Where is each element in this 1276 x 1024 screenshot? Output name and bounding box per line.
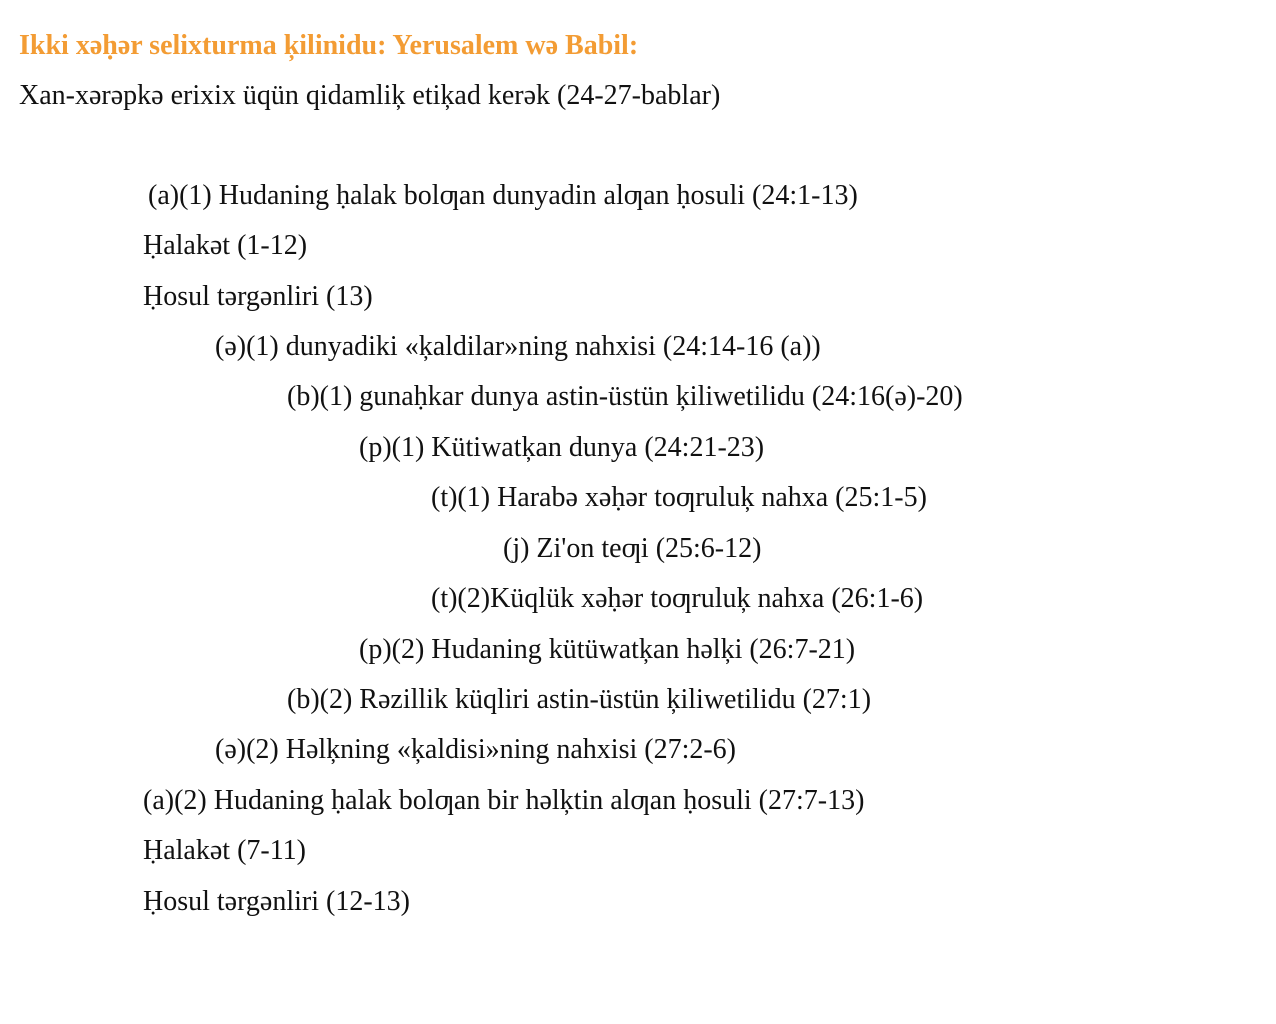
- outline-item-halakat-1: Ḥalakət (1-12): [143, 230, 308, 261]
- page-heading: Ikki xəḥər selixturma ķilinidu: Yerusalem wə Babil:: [19, 30, 639, 61]
- outline-item-a2: (a)(2) Hudaning ḥalak bolƣan bir həlķtin alƣan ḥosuli (27:7-13): [143, 785, 865, 816]
- outline-item-e1: (ə)(1) dunyadiki «ķaldilar»ning nahxisi (24:14-16 (a)): [215, 331, 821, 362]
- outline-item-b1: (b)(1) gunaḥkar dunya astin-üstün ķiliwetilidu (24:16(ə)-20): [287, 381, 963, 412]
- outline-item-e2: (ə)(2) Həlķning «ķaldisi»ning nahxisi (27:2-6): [215, 734, 737, 765]
- outline-item-hosul-1: Ḥosul tərgənliri (13): [143, 281, 373, 312]
- outline-item-p1: (p)(1) Kütiwatķan dunya (24:21-23): [359, 432, 765, 463]
- outline-item-p2: (p)(2) Hudaning kütüwatķan həlķi (26:7-21): [359, 634, 856, 665]
- outline-item-halakat-2: Ḥalakət (7-11): [143, 835, 306, 866]
- outline-item-a1: (a)(1) Hudaning ḥalak bolƣan dunyadin alƣan ḥosuli (24:1-13): [148, 180, 858, 211]
- outline-item-b2: (b)(2) Rəzillik küqliri astin-üstün ķiliwetilidu (27:1): [287, 684, 872, 715]
- outline-item-j: (j) Zi'on teƣi (25:6-12): [503, 533, 762, 564]
- outline-item-hosul-2: Ḥosul tərgənliri (12-13): [143, 886, 410, 917]
- page-subtitle: Xan-xərəpkə erixix üqün qidamliķ etiķad kerək (24-27-bablar): [19, 80, 721, 111]
- outline-item-t1: (t)(1) Harabə xəḥər toƣruluķ nahxa (25:1-5): [431, 482, 927, 513]
- outline-item-t2: (t)(2)Küqlük xəḥər toƣruluķ nahxa (26:1-6): [431, 583, 924, 614]
